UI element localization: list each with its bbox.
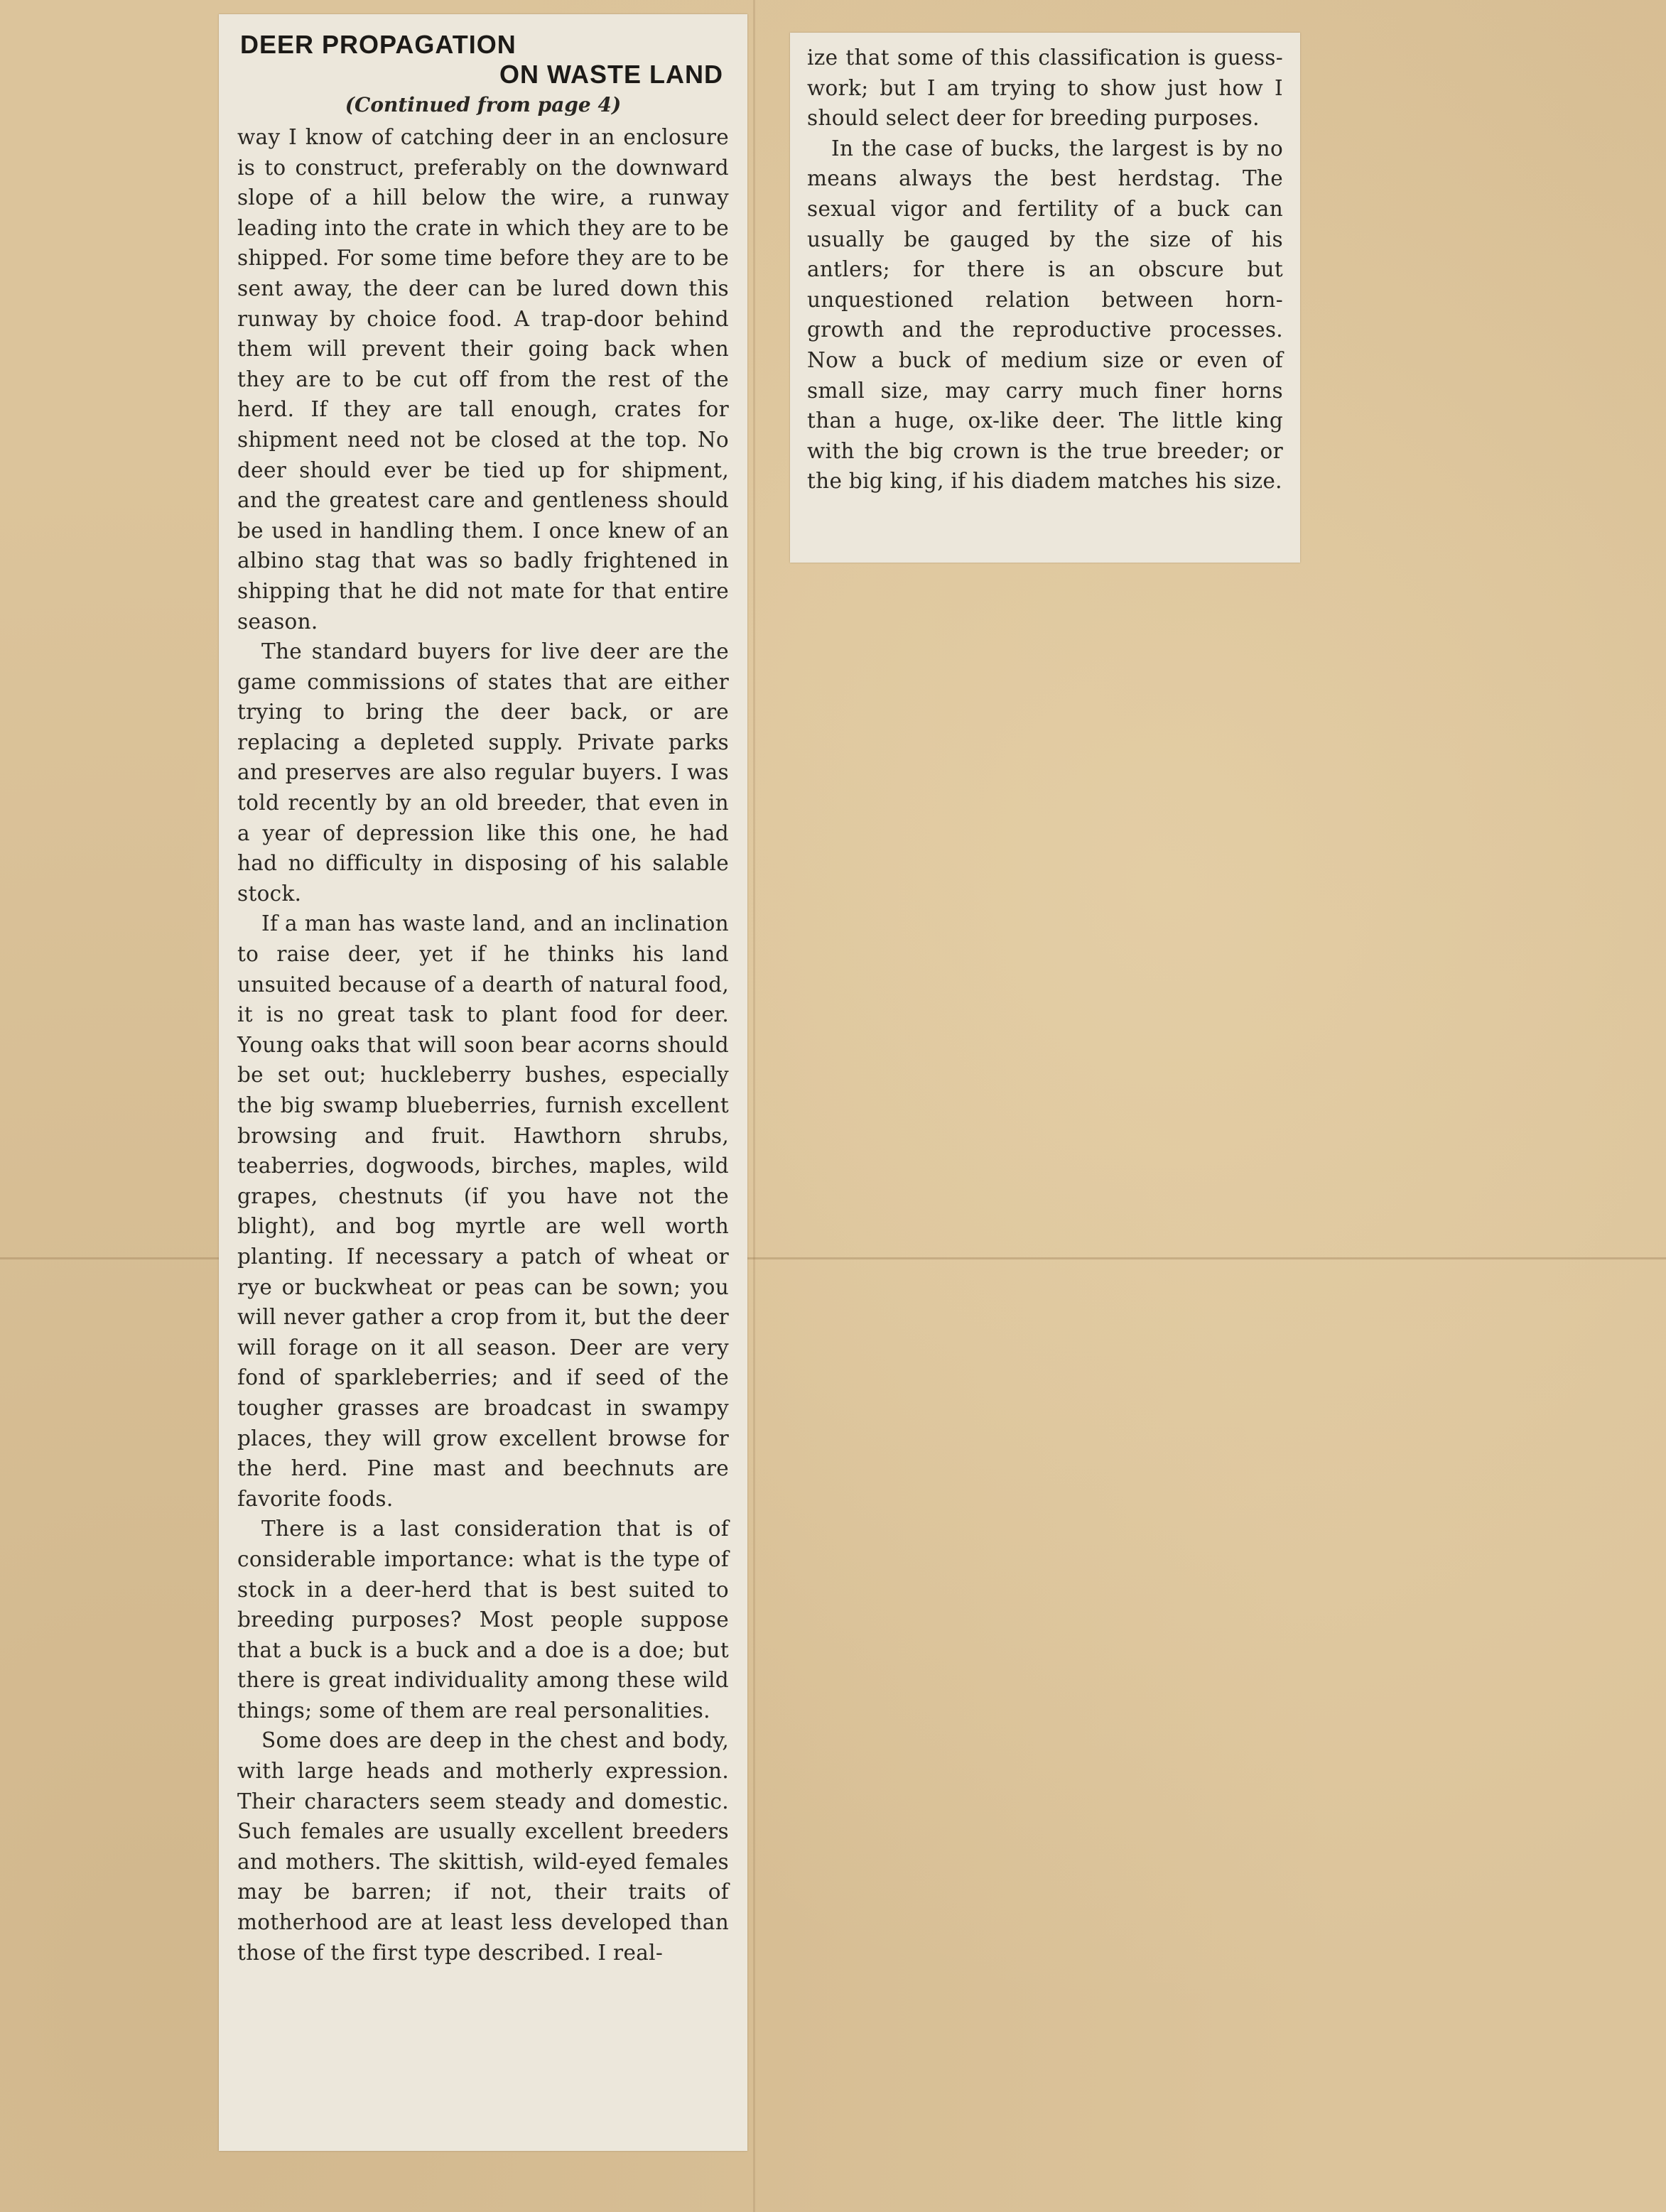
paragraph: ize that some of this classification is guess-work; but I am trying to show just how I should select deer for breeding purposes. — [807, 45, 1283, 131]
paragraph: way I know of catching deer in an enclosure is to construct, preferably on the downward slope of a hill below the wire, a runway leading into the crate in which they are to be shipped. For some time before they are to be sent away, the deer can be lured down this runway by choice food. A trap-door behind them will prevent their going back when they are to be cut off from the rest of the herd. If they are tall enough, crates for shipment need not be closed at the top. No deer should ever be tied up for shipment, and the greatest care and gentleness should be used in handling them. I once knew of an albino stag that was so badly frightened in shipping that he did not mate for that entire season. — [237, 125, 729, 634]
headline-line-1: DEER PROPAGATION — [240, 30, 516, 59]
left-column-body — [237, 122, 729, 1968]
paragraph: If a man has waste land, and an inclination to raise deer, yet if he thinks his land unsuited because of a dearth of natural food, it is no great task to plant food for deer. Young oaks that will soon bear acorns should be set out; huckleberry bushes, especially the big swamp blueberries, furnish excellent browsing and fruit. Hawthorn shrubs, teaberries, dogwoods, birches, maples, wild grapes, chestnuts (if you have not the blight), and bog myrtle are well worth planting. If necessary a patch of wheat or rye or buckwheat or peas can be sown; you will never gather a crop from it, but the deer will forage on it all season. Deer are very fond of sparkleberries; and if seed of the tougher grasses are broadcast in swampy places, they will grow excellent browse for the herd. Pine mast and beechnuts are favorite foods. — [237, 911, 729, 1511]
paragraph: There is a last consideration that is of considerable importance: what is the type of stock in a deer-herd that is best suited to breeding purposes? Most people suppose that a buck is a buck and a doe is a doe; but there is great individuality among these wild things; some of them are real personalities. — [237, 1517, 729, 1723]
paragraph: In the case of bucks, the largest is by no means always the best herdstag. The sexual vigor and fertility of a buck can usually be gauged by the size of his antlers; for there is an obscure but unquestioned relation between horn-growth and the reproductive processes. Now a buck of medium size or even of small size, may carry much finer horns than a huge, ox-like deer. The little king with the big crown is the true breeder; or the big king, if his diadem matches his size. — [807, 136, 1283, 494]
newspaper-clipping-right — [790, 33, 1300, 563]
paragraph: Some does are deep in the chest and body, with large heads and motherly expression. Their characters seem steady and domestic. Such females are usually excellent breeders and mothers. The skittish, wild-eyed females may be barren; if not, their traits of motherhood are at least less developed than those of the first type described. I real- — [237, 1728, 729, 1965]
article-headline — [240, 30, 730, 90]
right-column-body — [807, 43, 1283, 497]
continued-note: (Continued from page 4) — [345, 93, 622, 116]
vertical-fold-crease — [753, 0, 755, 2212]
newspaper-clipping-left — [219, 14, 747, 2151]
paragraph: The standard buyers for live deer are the game commissions of states that are either trying to bring the deer back, or are replacing a depleted supply. Private parks and preserves are also regular buyers. I was told recently by an old breeder, that even in a year of depression like this one, he had had no difficulty in disposing of his salable stock. — [237, 639, 729, 906]
headline-line-2: ON WASTE LAND — [499, 60, 723, 89]
